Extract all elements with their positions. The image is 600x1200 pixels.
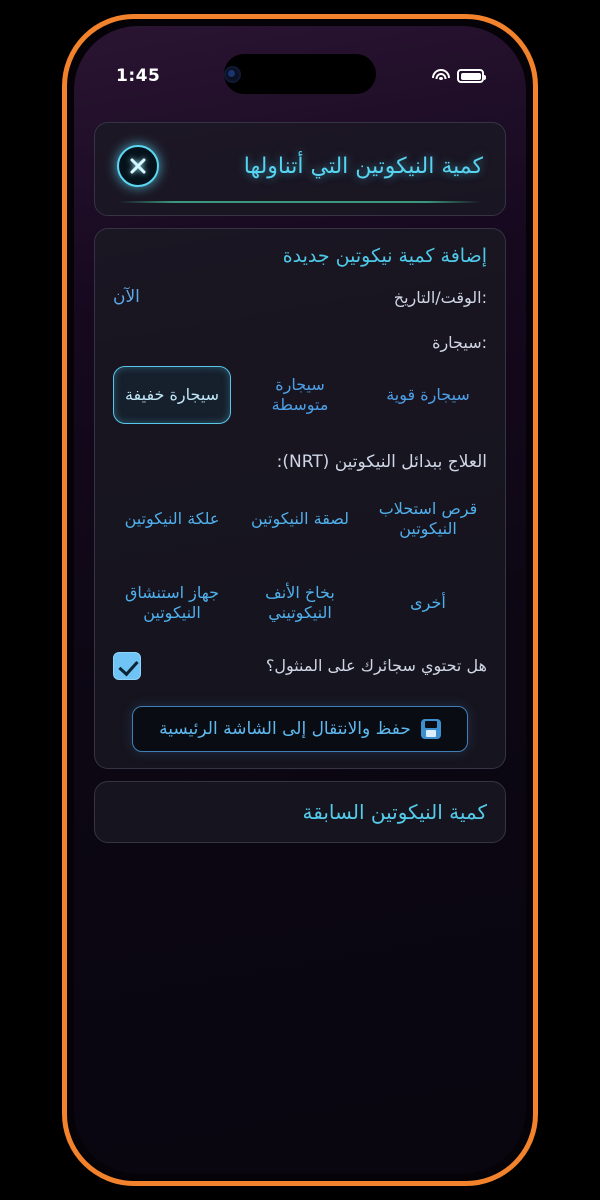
page-title: كمية النيكوتين التي أتناولها	[243, 153, 483, 179]
add-nicotine-form-card	[94, 228, 506, 769]
save-disk-icon	[421, 719, 441, 739]
menthol-question-label: هل تحتوي سجائرك على المنثول؟	[265, 656, 487, 675]
save-button-wrap	[113, 706, 487, 752]
battery-icon	[457, 69, 484, 83]
dynamic-island	[224, 54, 376, 94]
save-and-go-home-button[interactable]	[132, 706, 468, 752]
menthol-row	[113, 652, 487, 680]
datetime-label: :الوقت/التاريخ	[393, 287, 487, 307]
previous-nicotine-card[interactable]	[94, 781, 506, 843]
status-time: 1:45	[116, 66, 161, 86]
nrt-group-label: العلاج ببدائل النيكوتين (NRT):	[276, 452, 487, 472]
option-medium-cigarette[interactable]: سيجارة متوسطة	[271, 375, 329, 414]
option-nicotine-lozenge[interactable]: قرص استحلاب النيكوتين	[378, 498, 478, 538]
option-light-cigarette[interactable]: سيجارة خفيفة	[113, 366, 231, 424]
option-nicotine-patch[interactable]: لصقة النيكوتين	[250, 508, 350, 528]
cigarette-options	[113, 366, 487, 424]
phone-screen	[74, 26, 526, 1174]
divider	[119, 201, 481, 203]
cigarette-group-label: :سيجارة	[432, 333, 487, 352]
option-nicotine-inhaler[interactable]: جهاز استنشاق النيكوتين	[124, 582, 220, 622]
option-other[interactable]: أخرى	[410, 592, 446, 612]
modal-header	[113, 139, 487, 187]
app-content	[94, 122, 506, 1160]
status-indicators	[431, 69, 484, 84]
option-strong-cigarette[interactable]: سيجارة قوية	[386, 385, 470, 404]
front-camera-icon	[224, 66, 241, 83]
close-icon[interactable]	[117, 145, 159, 187]
previous-nicotine-title: كمية النيكوتين السابقة	[302, 799, 487, 824]
nrt-options-row-2	[113, 574, 487, 632]
nrt-options-row-1	[113, 490, 487, 548]
form-section-title: إضافة كمية نيكوتين جديدة	[282, 245, 487, 267]
option-nicotine-gum[interactable]: علكة النيكوتين	[124, 508, 220, 528]
save-button-label: حفظ والانتقال إلى الشاشة الرئيسية	[159, 718, 411, 739]
phone-frame	[62, 14, 538, 1186]
wifi-icon	[431, 69, 450, 84]
menthol-checkbox[interactable]	[113, 652, 141, 680]
modal-header-card	[94, 122, 506, 216]
datetime-value[interactable]: الآن	[113, 287, 140, 307]
datetime-row	[113, 287, 487, 307]
option-nicotine-nasal-spray[interactable]: بخاخ الأنف النيكوتيني	[265, 582, 335, 622]
